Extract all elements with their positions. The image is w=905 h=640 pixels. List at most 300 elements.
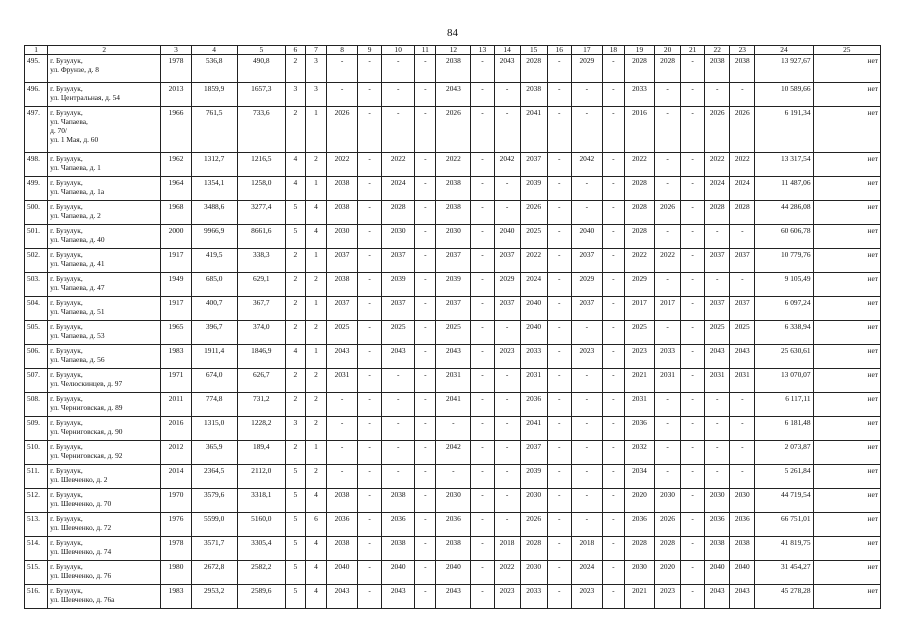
value-cell: - — [358, 417, 382, 441]
address-cell: г. Бузулук, ул. Чапаева, д. 2 — [48, 201, 161, 225]
value-cell: 3277,4 — [237, 201, 285, 225]
value-cell: 2589,6 — [237, 585, 285, 609]
value-cell: - — [547, 83, 571, 107]
value-cell: 338,3 — [237, 249, 285, 273]
status-cell: нет — [813, 537, 880, 561]
address-cell: г. Бузулук, ул. Черниговская, д. 90 — [48, 417, 161, 441]
value-cell: 2043 — [494, 55, 520, 83]
value-cell: 2033 — [655, 345, 681, 369]
value-cell: - — [382, 417, 415, 441]
value-cell: - — [681, 321, 705, 345]
row-number-cell: 513. — [25, 513, 48, 537]
value-cell: 2031 — [705, 369, 730, 393]
value-cell: - — [547, 417, 571, 441]
value-cell: 2042 — [436, 441, 471, 465]
value-cell: - — [494, 489, 520, 513]
value-cell: - — [547, 441, 571, 465]
value-cell: - — [415, 321, 436, 345]
value-cell: - — [681, 441, 705, 465]
column-header-1: 1 — [25, 46, 48, 55]
value-cell: - — [547, 561, 571, 585]
value-cell: 2017 — [624, 297, 654, 321]
value-cell: 2038 — [436, 201, 471, 225]
column-number-row — [25, 46, 881, 55]
value-cell: - — [547, 513, 571, 537]
value-cell: - — [602, 153, 624, 177]
status-cell: нет — [813, 369, 880, 393]
value-cell: 1970 — [161, 489, 191, 513]
status-cell: нет — [813, 153, 880, 177]
address-cell: г. Бузулук, ул. Центральная, д. 54 — [48, 83, 161, 107]
value-cell: 2582,2 — [237, 561, 285, 585]
value-cell: 2033 — [624, 83, 654, 107]
value-cell: 2028 — [624, 537, 654, 561]
status-cell: нет — [813, 417, 880, 441]
value-cell: 3305,4 — [237, 537, 285, 561]
value-cell: - — [602, 297, 624, 321]
value-cell: - — [681, 393, 705, 417]
repair-schedule-table — [24, 45, 881, 609]
value-cell: - — [602, 249, 624, 273]
column-header-15: 15 — [520, 46, 547, 55]
value-cell: - — [681, 345, 705, 369]
value-cell: 5 — [285, 489, 305, 513]
status-cell: нет — [813, 345, 880, 369]
value-cell: 2028 — [655, 537, 681, 561]
value-cell: - — [602, 441, 624, 465]
table-row — [25, 297, 881, 321]
value-cell: 536,8 — [191, 55, 237, 83]
table-row — [25, 465, 881, 489]
table-row — [25, 369, 881, 393]
value-cell: - — [571, 201, 602, 225]
cost-cell: 11 487,06 — [755, 177, 813, 201]
status-cell: нет — [813, 273, 880, 297]
value-cell: 1859,9 — [191, 83, 237, 107]
value-cell: - — [382, 393, 415, 417]
row-number-cell: 503. — [25, 273, 48, 297]
table-row — [25, 345, 881, 369]
value-cell: - — [547, 297, 571, 321]
value-cell: - — [358, 345, 382, 369]
value-cell: 2037 — [327, 249, 358, 273]
value-cell: 733,6 — [237, 107, 285, 153]
value-cell: 5 — [285, 225, 305, 249]
value-cell: - — [571, 513, 602, 537]
value-cell: - — [415, 513, 436, 537]
value-cell: 2037 — [705, 249, 730, 273]
value-cell: - — [494, 107, 520, 153]
value-cell: 1315,0 — [191, 417, 237, 441]
value-cell: 2022 — [730, 153, 755, 177]
value-cell: 2037 — [494, 297, 520, 321]
value-cell: - — [602, 345, 624, 369]
value-cell: 2038 — [705, 537, 730, 561]
value-cell: - — [571, 489, 602, 513]
value-cell: 2028 — [655, 55, 681, 83]
address-cell: г. Бузулук, ул. Челюскинцев, д. 97 — [48, 369, 161, 393]
row-number-cell: 495. — [25, 55, 48, 83]
value-cell: 2038 — [730, 55, 755, 83]
value-cell: - — [730, 465, 755, 489]
value-cell: 2030 — [520, 489, 547, 513]
value-cell: 2037 — [436, 249, 471, 273]
value-cell: 2030 — [520, 561, 547, 585]
value-cell: - — [382, 83, 415, 107]
value-cell: 1 — [305, 345, 326, 369]
value-cell: 2041 — [436, 393, 471, 417]
value-cell: - — [494, 393, 520, 417]
value-cell: 2028 — [382, 201, 415, 225]
value-cell: 419,5 — [191, 249, 237, 273]
column-header-5: 5 — [237, 46, 285, 55]
value-cell: - — [471, 107, 494, 153]
value-cell: 2037 — [436, 297, 471, 321]
value-cell: 2025 — [520, 225, 547, 249]
value-cell: - — [415, 561, 436, 585]
value-cell: - — [547, 321, 571, 345]
value-cell: 2016 — [161, 417, 191, 441]
value-cell: - — [681, 177, 705, 201]
value-cell: 2036 — [520, 393, 547, 417]
cost-cell: 10 589,66 — [755, 83, 813, 107]
value-cell: - — [547, 55, 571, 83]
value-cell: - — [358, 225, 382, 249]
value-cell: - — [494, 369, 520, 393]
value-cell: - — [327, 465, 358, 489]
column-header-18: 18 — [602, 46, 624, 55]
value-cell: - — [415, 417, 436, 441]
value-cell: 2038 — [382, 489, 415, 513]
value-cell: 1 — [305, 249, 326, 273]
value-cell: 2020 — [624, 489, 654, 513]
value-cell: - — [681, 561, 705, 585]
cost-cell: 6 191,34 — [755, 107, 813, 153]
value-cell: 2 — [285, 273, 305, 297]
row-number-cell: 516. — [25, 585, 48, 609]
value-cell: 5 — [285, 465, 305, 489]
value-cell: 396,7 — [191, 321, 237, 345]
value-cell: 2024 — [520, 273, 547, 297]
value-cell: 2037 — [520, 441, 547, 465]
value-cell: - — [436, 417, 471, 441]
value-cell: 4 — [285, 177, 305, 201]
cost-cell: 60 606,78 — [755, 225, 813, 249]
value-cell: 2020 — [655, 561, 681, 585]
value-cell: - — [602, 273, 624, 297]
value-cell: 1846,9 — [237, 345, 285, 369]
status-cell: нет — [813, 249, 880, 273]
value-cell: - — [730, 225, 755, 249]
value-cell: 2037 — [382, 249, 415, 273]
value-cell: 5599,0 — [191, 513, 237, 537]
value-cell: - — [471, 489, 494, 513]
value-cell: - — [327, 393, 358, 417]
column-header-4: 4 — [191, 46, 237, 55]
value-cell: 2037 — [520, 153, 547, 177]
table-row — [25, 107, 881, 153]
value-cell: - — [358, 107, 382, 153]
value-cell: - — [705, 83, 730, 107]
address-cell: г. Бузулук, ул. Чапаева, д. 40 — [48, 225, 161, 249]
value-cell: - — [547, 585, 571, 609]
address-cell: г. Бузулук, ул. Шевченко, д. 76 — [48, 561, 161, 585]
table-row — [25, 489, 881, 513]
column-header-7: 7 — [305, 46, 326, 55]
value-cell: 5160,0 — [237, 513, 285, 537]
value-cell: - — [358, 273, 382, 297]
value-cell: - — [602, 489, 624, 513]
value-cell: - — [358, 369, 382, 393]
column-header-2: 2 — [48, 46, 161, 55]
value-cell: 2043 — [730, 585, 755, 609]
value-cell: 2 — [305, 465, 326, 489]
cost-cell: 44 286,08 — [755, 201, 813, 225]
value-cell: 2030 — [327, 225, 358, 249]
value-cell: - — [471, 225, 494, 249]
value-cell: 367,7 — [237, 297, 285, 321]
value-cell: - — [471, 417, 494, 441]
value-cell: - — [494, 177, 520, 201]
value-cell: - — [415, 465, 436, 489]
value-cell: 2031 — [520, 369, 547, 393]
value-cell: 2 — [285, 297, 305, 321]
value-cell: - — [547, 201, 571, 225]
value-cell: 2038 — [327, 177, 358, 201]
value-cell: 4 — [305, 537, 326, 561]
address-cell: г. Бузулук, ул. Чапаева, д. 47 — [48, 273, 161, 297]
value-cell: 2042 — [571, 153, 602, 177]
value-cell: 2043 — [436, 585, 471, 609]
value-cell: - — [415, 369, 436, 393]
value-cell: - — [571, 369, 602, 393]
value-cell: - — [571, 441, 602, 465]
value-cell: 1983 — [161, 345, 191, 369]
value-cell: 2025 — [705, 321, 730, 345]
table-row — [25, 273, 881, 297]
value-cell: - — [358, 513, 382, 537]
table-row — [25, 225, 881, 249]
column-header-8: 8 — [327, 46, 358, 55]
value-cell: - — [547, 345, 571, 369]
value-cell: - — [494, 465, 520, 489]
value-cell: 2043 — [705, 345, 730, 369]
value-cell: - — [471, 201, 494, 225]
value-cell: - — [547, 249, 571, 273]
value-cell: 400,7 — [191, 297, 237, 321]
value-cell: - — [602, 417, 624, 441]
column-header-12: 12 — [436, 46, 471, 55]
value-cell: 1976 — [161, 513, 191, 537]
value-cell: 774,8 — [191, 393, 237, 417]
value-cell: 2112,0 — [237, 465, 285, 489]
value-cell: - — [705, 465, 730, 489]
value-cell: - — [547, 177, 571, 201]
value-cell: 1917 — [161, 249, 191, 273]
value-cell: 2023 — [655, 585, 681, 609]
value-cell: 2039 — [382, 273, 415, 297]
value-cell: 2013 — [161, 83, 191, 107]
table-row — [25, 561, 881, 585]
value-cell: 2031 — [730, 369, 755, 393]
table-row — [25, 441, 881, 465]
value-cell: - — [415, 441, 436, 465]
row-number-cell: 510. — [25, 441, 48, 465]
value-cell: - — [681, 201, 705, 225]
value-cell: - — [415, 537, 436, 561]
value-cell: - — [494, 417, 520, 441]
value-cell: 2022 — [436, 153, 471, 177]
value-cell: - — [571, 107, 602, 153]
value-cell: - — [358, 465, 382, 489]
value-cell: - — [415, 153, 436, 177]
row-number-cell: 511. — [25, 465, 48, 489]
value-cell: 1966 — [161, 107, 191, 153]
value-cell: 5 — [285, 513, 305, 537]
row-number-cell: 500. — [25, 201, 48, 225]
value-cell: - — [547, 225, 571, 249]
value-cell: 2036 — [730, 513, 755, 537]
value-cell: 5 — [285, 585, 305, 609]
value-cell: 1983 — [161, 585, 191, 609]
value-cell: - — [358, 297, 382, 321]
value-cell: 1911,4 — [191, 345, 237, 369]
value-cell: - — [655, 177, 681, 201]
value-cell: - — [327, 55, 358, 83]
value-cell: 2040 — [520, 297, 547, 321]
cost-cell: 6 181,48 — [755, 417, 813, 441]
value-cell: 374,0 — [237, 321, 285, 345]
value-cell: 731,2 — [237, 393, 285, 417]
value-cell: 2038 — [327, 201, 358, 225]
value-cell: - — [471, 441, 494, 465]
table-row — [25, 537, 881, 561]
value-cell: - — [358, 441, 382, 465]
value-cell: - — [415, 297, 436, 321]
column-header-22: 22 — [705, 46, 730, 55]
value-cell: 2021 — [624, 369, 654, 393]
value-cell: - — [415, 489, 436, 513]
value-cell: - — [415, 585, 436, 609]
value-cell: 2011 — [161, 393, 191, 417]
value-cell: 2024 — [730, 177, 755, 201]
value-cell: 2038 — [705, 55, 730, 83]
value-cell: 3 — [305, 55, 326, 83]
value-cell: 3579,6 — [191, 489, 237, 513]
value-cell: 3 — [305, 83, 326, 107]
value-cell: - — [471, 561, 494, 585]
value-cell: - — [681, 585, 705, 609]
row-number-cell: 508. — [25, 393, 48, 417]
value-cell: 2038 — [436, 55, 471, 83]
value-cell: - — [415, 83, 436, 107]
column-header-20: 20 — [655, 46, 681, 55]
value-cell: 3318,1 — [237, 489, 285, 513]
value-cell: 2028 — [520, 537, 547, 561]
value-cell: 2038 — [436, 537, 471, 561]
value-cell: 2040 — [436, 561, 471, 585]
value-cell: 1 — [305, 441, 326, 465]
value-cell: 2043 — [705, 585, 730, 609]
status-cell: нет — [813, 489, 880, 513]
value-cell: 2036 — [327, 513, 358, 537]
address-cell: г. Бузулук, ул. Чапаева, д. 1а — [48, 177, 161, 201]
value-cell: - — [602, 321, 624, 345]
value-cell: 2 — [305, 369, 326, 393]
value-cell: 2029 — [494, 273, 520, 297]
value-cell: 2040 — [571, 225, 602, 249]
value-cell: 2 — [285, 55, 305, 83]
table-row — [25, 83, 881, 107]
status-cell: нет — [813, 201, 880, 225]
value-cell: 2040 — [327, 561, 358, 585]
value-cell: 2022 — [382, 153, 415, 177]
value-cell: - — [681, 153, 705, 177]
value-cell: 2026 — [655, 201, 681, 225]
value-cell: - — [571, 465, 602, 489]
value-cell: 6 — [305, 513, 326, 537]
cost-cell: 31 454,27 — [755, 561, 813, 585]
status-cell: нет — [813, 441, 880, 465]
value-cell: - — [681, 55, 705, 83]
value-cell: 2023 — [571, 345, 602, 369]
value-cell: - — [655, 465, 681, 489]
value-cell: - — [655, 153, 681, 177]
status-cell: нет — [813, 225, 880, 249]
row-number-cell: 499. — [25, 177, 48, 201]
value-cell: - — [415, 393, 436, 417]
value-cell: 629,1 — [237, 273, 285, 297]
value-cell: 2021 — [624, 585, 654, 609]
column-header-24: 24 — [755, 46, 813, 55]
value-cell: - — [705, 273, 730, 297]
value-cell: 2038 — [327, 537, 358, 561]
value-cell: 2036 — [624, 417, 654, 441]
value-cell: - — [382, 107, 415, 153]
value-cell: 2025 — [730, 321, 755, 345]
value-cell: 2023 — [624, 345, 654, 369]
value-cell: - — [494, 321, 520, 345]
value-cell: 2031 — [436, 369, 471, 393]
value-cell: 2022 — [705, 153, 730, 177]
cost-cell: 41 819,75 — [755, 537, 813, 561]
value-cell: 2672,8 — [191, 561, 237, 585]
value-cell: 2024 — [571, 561, 602, 585]
value-cell: 2041 — [520, 107, 547, 153]
value-cell: 2038 — [327, 273, 358, 297]
value-cell: 3 — [285, 83, 305, 107]
table-row — [25, 393, 881, 417]
value-cell: 2039 — [520, 465, 547, 489]
value-cell: - — [358, 537, 382, 561]
status-cell: нет — [813, 465, 880, 489]
value-cell: 2022 — [327, 153, 358, 177]
table-row — [25, 153, 881, 177]
value-cell: 2 — [305, 153, 326, 177]
value-cell: 685,0 — [191, 273, 237, 297]
value-cell: 2017 — [655, 297, 681, 321]
value-cell: 2038 — [730, 537, 755, 561]
value-cell: 1978 — [161, 537, 191, 561]
value-cell: - — [547, 465, 571, 489]
value-cell: - — [471, 393, 494, 417]
row-number-cell: 502. — [25, 249, 48, 273]
value-cell: 4 — [305, 489, 326, 513]
status-cell: нет — [813, 393, 880, 417]
value-cell: - — [681, 297, 705, 321]
value-cell: - — [471, 321, 494, 345]
value-cell: - — [655, 83, 681, 107]
